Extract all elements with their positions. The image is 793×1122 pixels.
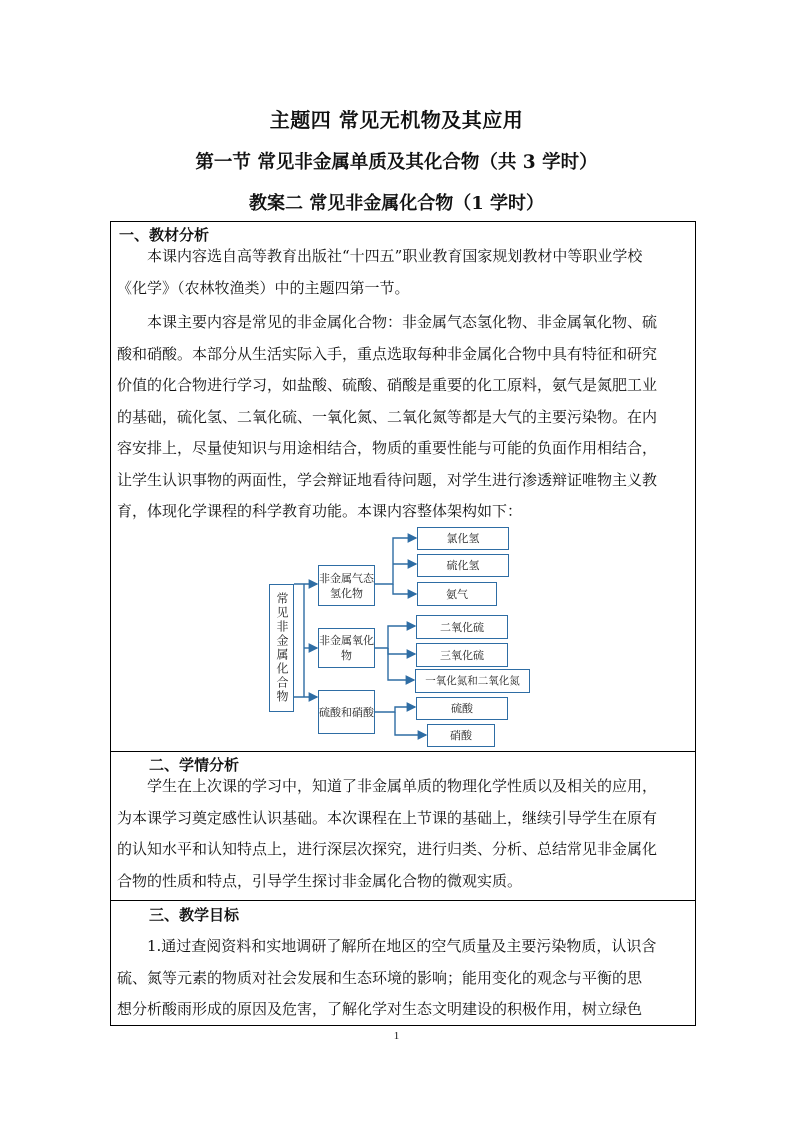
- paragraph-content: [117, 307, 691, 528]
- section-heading: 一、教材分析: [119, 226, 210, 244]
- section-title: 第一节 常见非金属单质及其化合物（共 3 学时）: [195, 152, 598, 173]
- leaf-node: 硫酸: [416, 697, 508, 720]
- section-heading: 三、教学目标: [149, 906, 240, 924]
- leaf-node: 氨气: [417, 582, 497, 606]
- lesson-title: 教案二 常见非金属化合物（1 学时）: [248, 193, 545, 214]
- text-line: 《化学》（农林牧渔类）中的主题四第一节。: [117, 278, 410, 297]
- leaf-node: 一氧化氮和二氧化氮: [415, 669, 530, 693]
- connector: [375, 626, 415, 648]
- section-heading: 二、学情分析: [149, 756, 240, 774]
- root-node: 常见非金属化合物: [269, 584, 294, 712]
- paragraph-source: [117, 241, 691, 304]
- connector: [294, 648, 317, 697]
- content-structure-diagram: [271, 522, 541, 744]
- page-number: 1: [393, 1030, 400, 1042]
- paragraph-learner: [117, 771, 691, 897]
- section-textbook-analysis: [110, 221, 696, 752]
- section-teaching-goals: [110, 900, 696, 1026]
- paragraph-goals: [117, 931, 691, 1026]
- topic-title: 主题四 常见无机物及其应用: [269, 108, 524, 132]
- text-line: 1.通过查阅资料和实地调研了解所在地区的空气质量及主要污染物质，认识含: [147, 937, 657, 955]
- connector: [375, 538, 416, 584]
- section-learner-analysis: [110, 751, 696, 901]
- text-line: 硫、氮等元素的物质对社会发展和生态环境的影响；能用变化的观念与平衡的思: [117, 968, 643, 987]
- connector: [294, 584, 317, 648]
- text-line: 想分析酸雨形成的原因及危害，了解化学对生态文明建设的积极作用，树立绿色: [117, 1000, 643, 1018]
- text-line: 为本课学习奠定感性认识基础。本次课程在上节课的基础上，继续引导学生在原有: [117, 808, 658, 827]
- connector: [388, 648, 414, 680]
- connector: [393, 584, 416, 594]
- leaf-node: 三氧化硫: [416, 643, 508, 667]
- text-line: 价值的化合物进行学习，如盐酸、硫酸、硝酸是重要的化工原料，氨气是氮肥工业: [117, 376, 658, 394]
- leaf-node: 硝酸: [427, 724, 495, 747]
- text-line: 育，体现化学课程的科学教育功能。本课内容整体架构如下：: [117, 502, 523, 520]
- text-line: 本课主要内容是常见的非金属化合物：非金属气态氢化物、非金属氧化物、硫: [147, 313, 658, 331]
- text-line: 让学生认识事物的两面性，学会辩证地看待问题，对学生进行渗透辩证唯物主义教: [117, 470, 658, 489]
- group-node-acids: 硫酸和硝酸: [318, 690, 375, 734]
- connector: [375, 707, 415, 712]
- text-line: 容安排上，尽量使知识与用途相结合，物质的重要性能与可能的负面作用相结合，: [117, 439, 658, 457]
- text-line: 酸和硝酸。本部分从生活实际入手，重点选取每种非金属化合物中具有特征和研究: [117, 344, 658, 363]
- leaf-node: 硫化氢: [417, 554, 509, 577]
- group-node-oxides: 非金属氧化物: [318, 628, 375, 668]
- text-line: 合物的性质和特点，引导学生探讨非金属化合物的微观实质。: [117, 871, 523, 890]
- text-line: 的基础，硫化氢、二氧化硫、一氧化氮、二氧化氮等都是大气的主要污染物。在内: [117, 407, 658, 426]
- group-node-hydrides: 非金属气态氢化物: [318, 565, 375, 606]
- leaf-node: 二氧化硫: [416, 615, 508, 639]
- text-line: 的认知水平和认知特点上，进行深层次探究，进行归类、分析、总结常见非金属化: [117, 840, 658, 858]
- connector: [388, 648, 415, 654]
- leaf-node: 氯化氢: [417, 527, 509, 550]
- text-line: 学生在上次课的学习中，知道了非金属单质的物理化学性质以及相关的应用，: [147, 777, 658, 795]
- text-line: 本课内容选自高等教育出版社“十四五”职业教育国家规划教材中等职业学校: [147, 247, 643, 265]
